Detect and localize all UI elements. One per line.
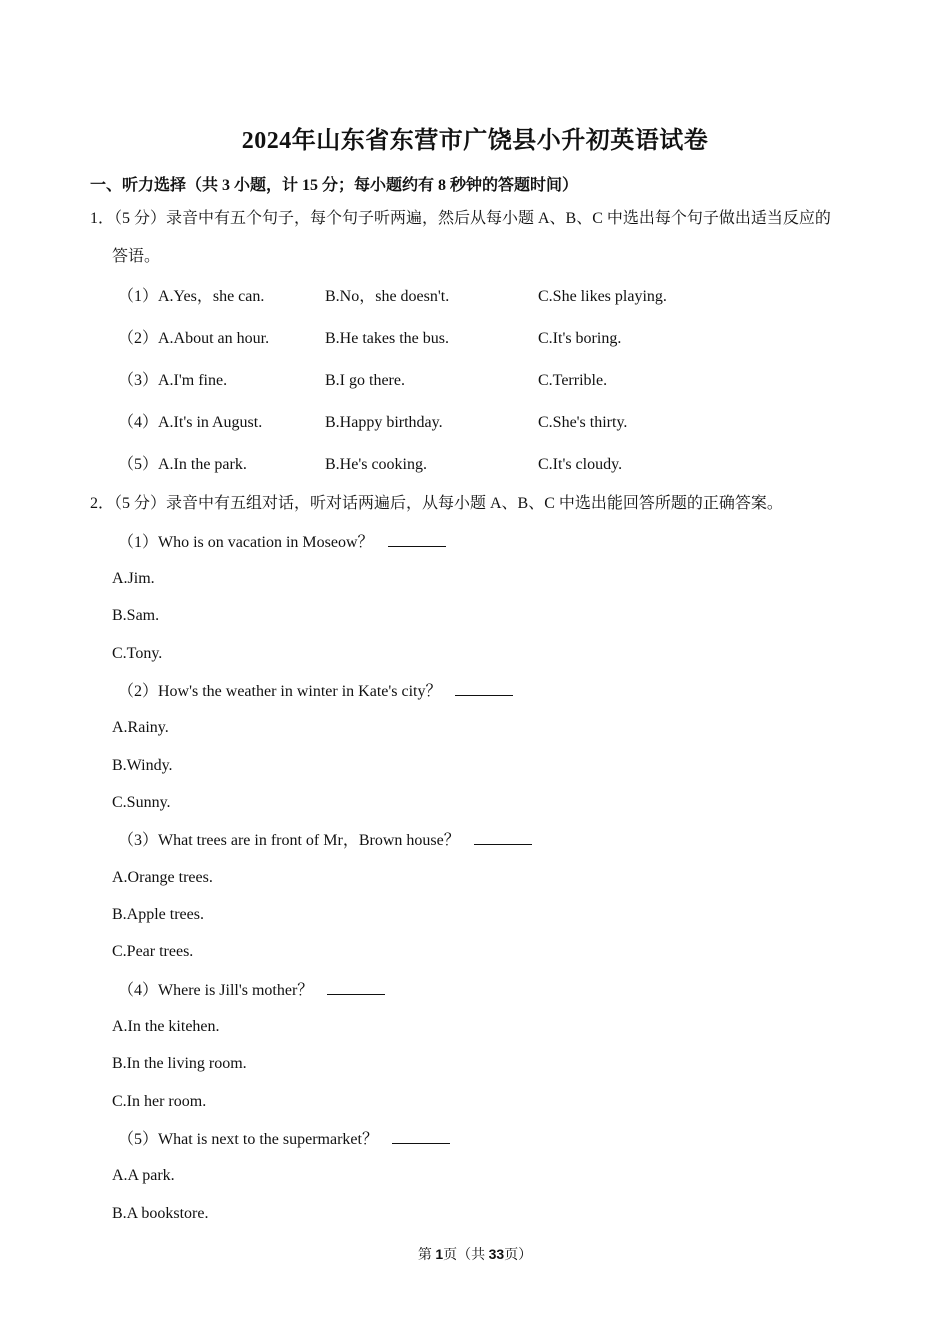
q2-5-option-a: A.A park. xyxy=(112,1167,175,1184)
page-footer xyxy=(0,1244,950,1264)
page-title: 2024年山东省东营市广饶县小升初英语试卷 xyxy=(241,128,709,154)
q1-1-option-a: （1）A.Yes，she can. xyxy=(118,288,265,305)
q2-2-option-c: C.Sunny. xyxy=(112,794,171,811)
q1-3-option-a: （3）A.I'm fine. xyxy=(118,372,228,389)
q2-4-option-a: A.In the kitehen. xyxy=(112,1018,220,1035)
q2-3-option-b: B.Apple trees. xyxy=(112,906,204,923)
q1-2-option-c: C.It's boring. xyxy=(538,330,622,347)
q2-5-prompt xyxy=(118,1129,450,1150)
answer-blank[interactable] xyxy=(327,980,385,995)
q1-1-option-b: B.No，she doesn't. xyxy=(325,288,450,305)
q1-5-option-a: （5）A.In the park. xyxy=(118,456,247,473)
q2-3-text: （3）What trees are in front of Mr，Brown house？ xyxy=(118,832,460,849)
footer-prefix: 第 xyxy=(417,1248,436,1263)
q1-3-option-c: C.Terrible. xyxy=(538,372,608,389)
total-page-number: 33 xyxy=(488,1246,505,1262)
answer-blank[interactable] xyxy=(455,681,513,696)
q2-1-option-c: C.Tony. xyxy=(112,645,163,662)
q1-4-option-a: （4）A.It's in August. xyxy=(118,414,263,431)
q2-4-text: （4）Where is Jill's mother？ xyxy=(118,982,314,999)
footer-suffix: 页） xyxy=(504,1248,533,1263)
section-heading: 一、听力选择（共 3 小题，计 15 分；每小题约有 8 秒钟的答题时间） xyxy=(90,177,579,194)
q2-2-option-a: A.Rainy. xyxy=(112,719,169,736)
q2-1-text: （1）Who is on vacation in Moseow？ xyxy=(118,534,374,551)
q2-4-prompt xyxy=(118,980,385,1001)
q1-3-option-b: B.I go there. xyxy=(325,372,405,389)
question-1-continuation: 答语。 xyxy=(112,248,161,265)
q2-2-option-b: B.Windy. xyxy=(112,757,173,774)
q2-1-option-a: A.Jim. xyxy=(112,570,155,587)
q2-5-option-b: B.A bookstore. xyxy=(112,1205,209,1222)
current-page-number: 1 xyxy=(435,1246,444,1262)
q1-1-option-c: C.She likes playing. xyxy=(538,288,667,305)
answer-blank[interactable] xyxy=(474,830,532,845)
q2-3-prompt xyxy=(118,830,532,851)
q1-2-option-a: （2）A.About an hour. xyxy=(118,330,270,347)
q1-5-option-c: C.It's cloudy. xyxy=(538,456,623,473)
answer-blank[interactable] xyxy=(388,532,446,547)
q2-3-option-c: C.Pear trees. xyxy=(112,943,194,960)
q1-2-option-b: B.He takes the bus. xyxy=(325,330,449,347)
q2-1-prompt xyxy=(118,532,446,553)
q2-3-option-a: A.Orange trees. xyxy=(112,869,213,886)
q2-5-text: （5）What is next to the supermarket？ xyxy=(118,1131,378,1148)
question-2-text: 2．（5 分）录音中有五组对话，听对话两遍后，从每小题 A、B、C 中选出能回答所题的正确答案。 xyxy=(90,495,783,512)
q2-2-text: （2）How's the weather in winter in Kate's city？ xyxy=(118,683,442,700)
q2-4-option-b: B.In the living room. xyxy=(112,1055,247,1072)
q2-1-option-b: B.Sam. xyxy=(112,607,160,624)
q1-5-option-b: B.He's cooking. xyxy=(325,456,427,473)
footer-middle: 页（共 xyxy=(443,1248,489,1263)
q2-4-option-c: C.In her room. xyxy=(112,1093,207,1110)
q1-4-option-c: C.She's thirty. xyxy=(538,414,628,431)
question-1-text: 1．（5 分）录音中有五个句子，每个句子听两遍，然后从每小题 A、B、C 中选出每个句子做出适当反应的 xyxy=(90,210,831,227)
q2-2-prompt xyxy=(118,681,513,702)
answer-blank[interactable] xyxy=(392,1129,450,1144)
q1-4-option-b: B.Happy birthday. xyxy=(325,414,443,431)
